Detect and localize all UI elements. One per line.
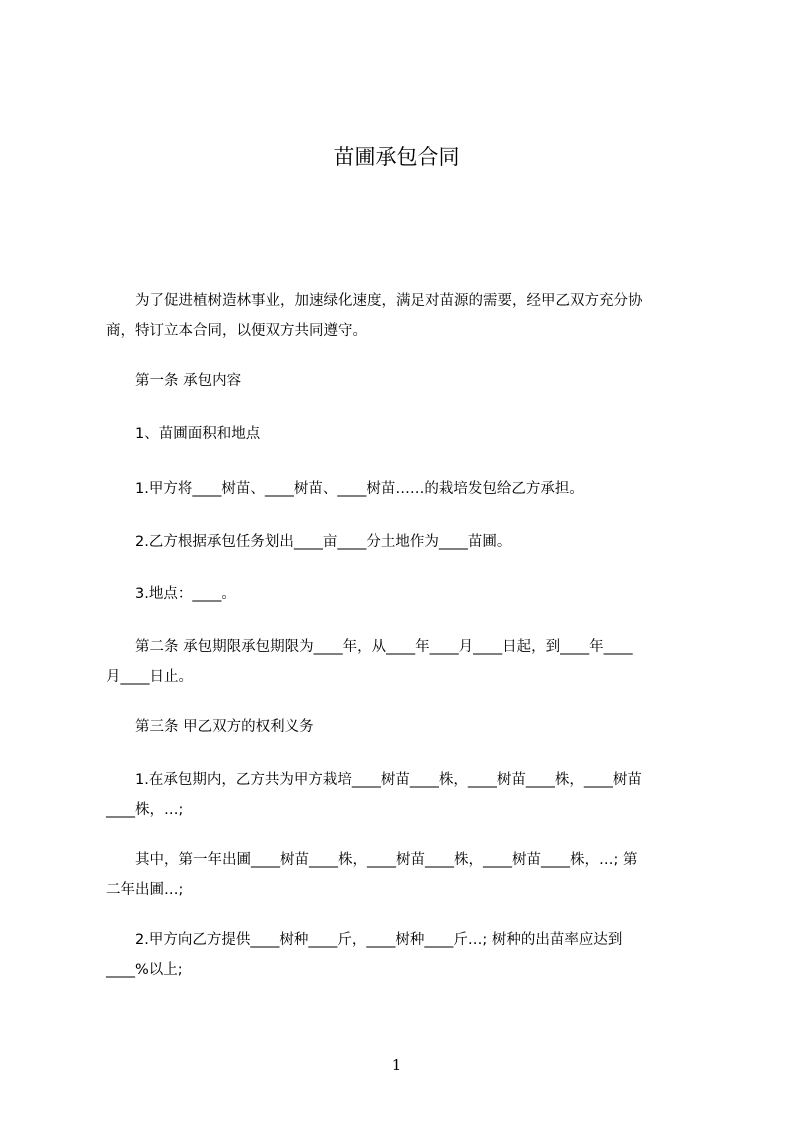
text-line: 其中，第一年出圃____树苗____株，____树苗____株，____树苗____株，…; 第	[106, 852, 638, 868]
text-line: 二年出圃…;	[106, 882, 184, 898]
text-line: 2.乙方根据承包任务划出____亩____分土地作为____苗圃。	[106, 534, 512, 550]
text-line: 3.地点：____。	[106, 586, 236, 602]
text-line: 第一条 承包内容	[106, 373, 242, 389]
item-3-1-detail	[106, 845, 702, 905]
text-line: 1.甲方将____树苗、____树苗、____树苗……的栽培发包给乙方承担。	[106, 481, 584, 497]
page-number: 1	[391, 1056, 402, 1074]
text-line: ____株，…;	[106, 802, 184, 818]
article-3-heading	[106, 712, 702, 742]
text-line: 第二条 承包期限承包期限为____年，从____年____月____日起，到____年____	[106, 639, 633, 655]
text-line: 月____日止。	[106, 669, 193, 685]
text-line: 1.在承包期内，乙方共为甲方栽培____树苗____株，____树苗____株，____树苗	[106, 772, 642, 788]
text-line: ____%以上;	[106, 962, 183, 978]
text-line: 第三条 甲乙双方的权利义务	[106, 719, 314, 735]
item-1-2	[106, 527, 702, 557]
text-line: 1、苗圃面积和地点	[106, 426, 261, 442]
text-line: 为了促进植树造林事业，加速绿化速度，满足对苗源的需要，经甲乙双方充分协	[106, 293, 643, 309]
section-1-heading	[106, 419, 702, 449]
document-title: 苗圃承包合同	[333, 145, 460, 169]
item-1-3	[106, 579, 702, 609]
article-2	[106, 632, 702, 692]
intro-paragraph	[106, 286, 702, 346]
item-3-1	[106, 765, 702, 825]
text-line: 2.甲方向乙方提供____树种____斤，____树种____斤…; 树种的出苗率应达到	[106, 932, 623, 948]
text-line: 商，特订立本合同，以便双方共同遵守。	[106, 323, 367, 339]
item-3-2	[106, 925, 702, 985]
item-1-1	[106, 474, 702, 504]
article-1-heading	[106, 366, 702, 396]
